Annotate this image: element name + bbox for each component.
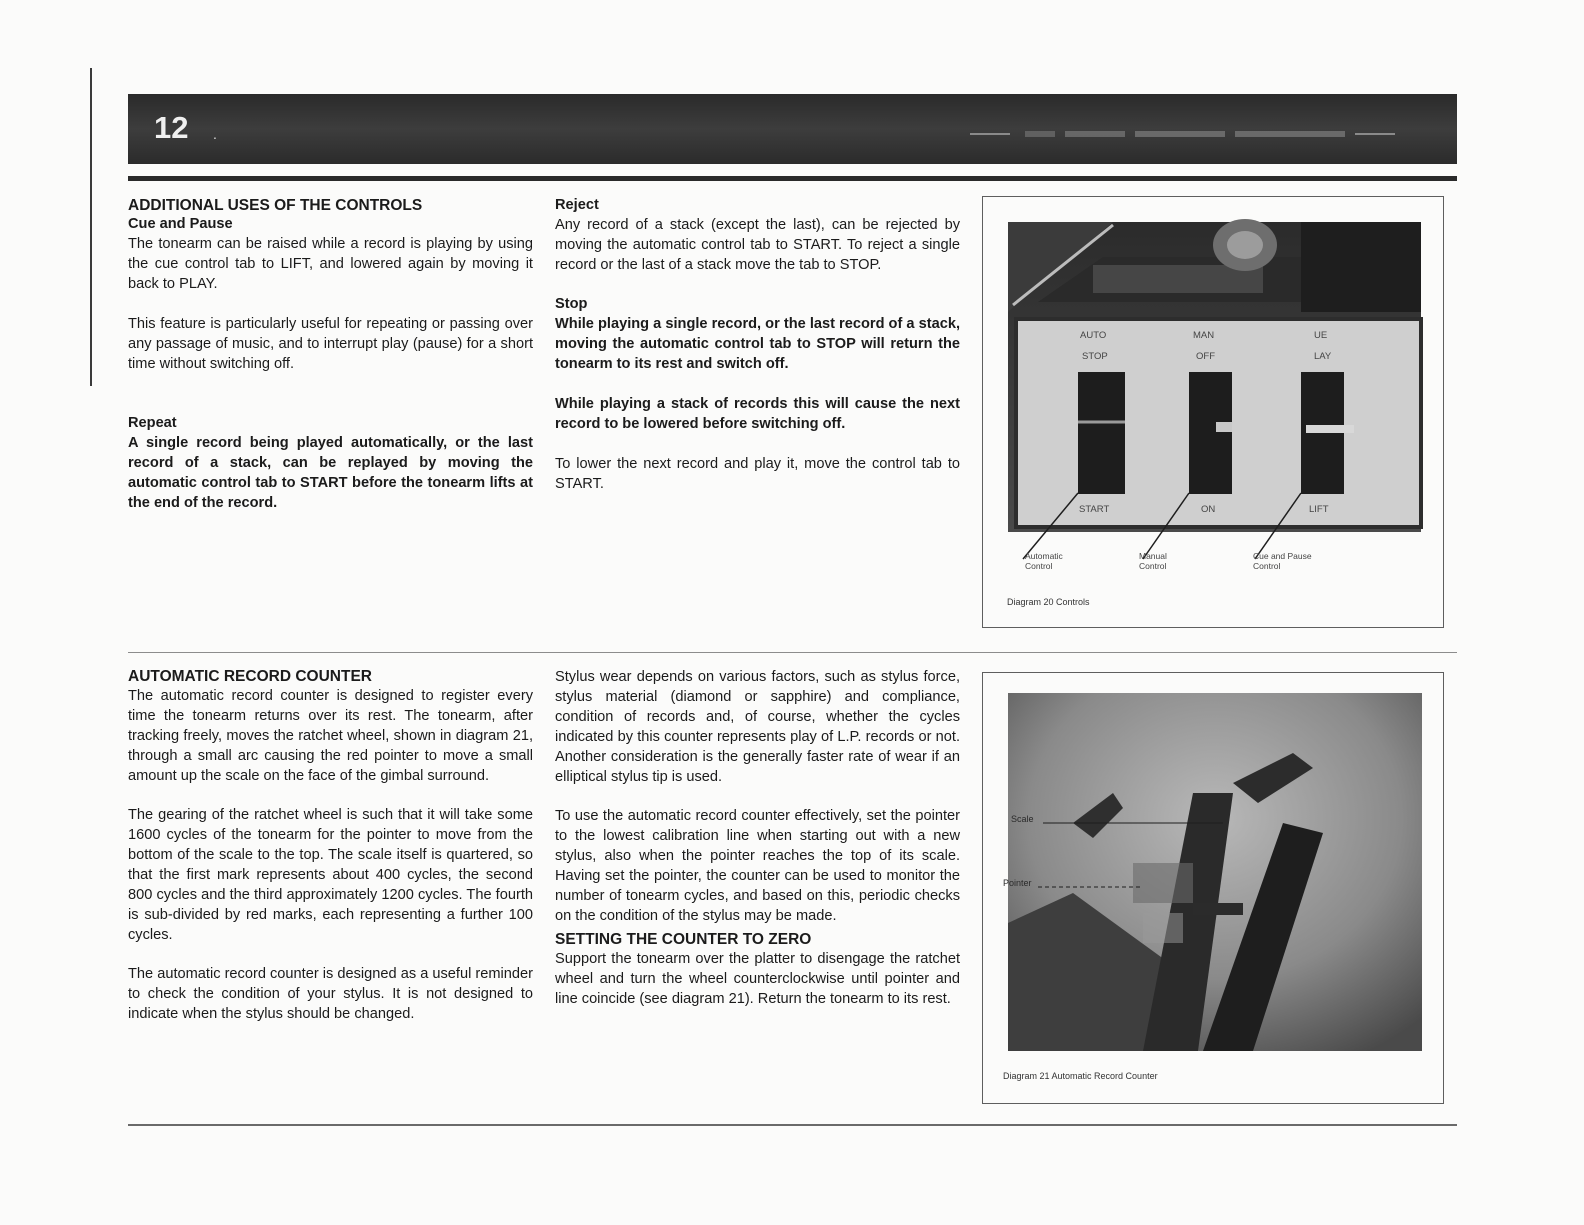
- switch-label-off: OFF: [1196, 351, 1215, 362]
- switch-label-auto: AUTO: [1080, 330, 1107, 341]
- callout-cue-line1: Cue and Pause: [1253, 551, 1312, 561]
- margin-line: [90, 68, 92, 386]
- counter-usage-paragraph: To use the automatic record counter effectively, set the pointer to the lowest calibration line when starting out with a new stylus, also when the pointer reaches the top of its scale. Having set the pointer, the counter can be used to monitor the number of tonearm cycles, and based on this, periodic checks on the condition of the stylus may be made.: [555, 808, 960, 924]
- record-counter-paragraph-1: The automatic record counter is designed to register every time the tonearm returns over its rest. The tonearm, after tracking freely, moves the ratchet wheel, shown in diagram 21, through a small arc causing the red pointer to move a small amount up the scale on the face of the gimbal surround.: [128, 688, 533, 784]
- repeat-paragraph: A single record being played automatically, or the last record of a stack, can be replayed by moving the automatic control tab to START before the tonearm lifts at the end of the record.: [128, 435, 533, 511]
- header-running-title: [970, 128, 1400, 143]
- stop-paragraph-1: While playing a single record, or the last record of a stack, moving the automatic control tab to STOP will return the tonearm to its rest and switch off.: [555, 316, 960, 372]
- callout-automatic-control: [1025, 551, 1063, 571]
- additional-uses-heading: ADDITIONAL USES OF THE CONTROLS: [128, 197, 423, 214]
- diagram-21-frame: [982, 672, 1444, 1104]
- callout-automatic-line2: Control: [1025, 561, 1053, 571]
- callout-manual-line1: Manual: [1139, 551, 1167, 561]
- switch-label-man: MAN: [1193, 330, 1215, 341]
- counter-zero-paragraph: Support the tonearm over the platter to disengage the ratchet wheel and turn the wheel counterclockwise until pointer and line coincide (see diagram 21). Return the tonearm to its rest.: [555, 951, 960, 1007]
- stop-heading: Stop: [555, 296, 588, 312]
- repeat-heading: Repeat: [128, 415, 177, 431]
- cue-pause-paragraph-2: This feature is particularly useful for repeating or passing over any passage of music, and to interrupt play (pause) for a short time without switching off.: [128, 316, 533, 372]
- switch-label-on: ON: [1201, 504, 1216, 515]
- switch-label-play: LAY: [1314, 351, 1332, 362]
- diagram-21-caption: Diagram 21 Automatic Record Counter: [1003, 1071, 1158, 1081]
- record-counter-paragraph-3: The automatic record counter is designed as a useful reminder to check the condition of your stylus. It is not designed to indicate when the stylus should be changed.: [128, 966, 533, 1022]
- switch-label-start: START: [1079, 504, 1110, 515]
- callout-manual-control: [1139, 551, 1167, 571]
- diagram-21-label-pointer: Pointer: [1003, 878, 1032, 888]
- header-rule: [128, 176, 1457, 181]
- diagram-20-frame: [982, 196, 1444, 628]
- diagram-21-label-scale: Scale: [1011, 814, 1034, 824]
- diagram-21-photo: [983, 673, 1443, 1103]
- switch-label-stop: STOP: [1082, 351, 1108, 362]
- switch-label-lift: LIFT: [1309, 504, 1329, 515]
- counter-zero-heading: SETTING THE COUNTER TO ZERO: [555, 931, 812, 948]
- cue-pause-paragraph-1: The tonearm can be raised while a record is playing by using the cue control tab to LIFT, and lowered again by moving it back to PLAY.: [128, 236, 533, 292]
- reject-stop-section: [555, 196, 960, 514]
- cue-pause-heading: Cue and Pause: [128, 216, 233, 232]
- stylus-wear-section: [555, 667, 960, 1029]
- footer-rule: [128, 1124, 1457, 1126]
- record-counter-section: [128, 667, 533, 1043]
- stylus-wear-paragraph: Stylus wear depends on various factors, such as stylus force, stylus material (diamond or sapphire) and compliance, condition of records and, of course, whether the cycles indicated by this counter represents play of L.P. records or not. Another consideration is the generally faster rate of wear if an elliptical stylus tip is used.: [555, 669, 960, 785]
- callout-cue-pause-control: [1253, 551, 1312, 571]
- record-counter-paragraph-2: The gearing of the ratchet wheel is such that it will take some 1600 cycles of the tonearm for the pointer to move from the bottom of the scale to the top. The scale itself is quartered, so that the first mark represents about 400 cycles, the second 800 cycles and the third approximately 1200 cycles. The fourth is sub-divided by red marks, each representing a further 100 cycles.: [128, 807, 533, 943]
- record-counter-heading: AUTOMATIC RECORD COUNTER: [128, 668, 372, 685]
- section-separator: [128, 652, 1457, 653]
- stop-paragraph-2: While playing a stack of records this will cause the next record to be lowered before switching off.: [555, 396, 960, 432]
- header-title-texture: [970, 128, 1400, 140]
- switch-label-cue: UE: [1314, 330, 1328, 341]
- header-mark: .: [213, 126, 217, 142]
- reject-heading: Reject: [555, 197, 599, 213]
- callout-manual-line2: Control: [1139, 561, 1167, 571]
- callout-cue-line2: Control: [1253, 561, 1281, 571]
- reject-paragraph: Any record of a stack (except the last), can be rejected by moving the automatic control tab to START. To reject a single record or the last of a stack move the tab to STOP.: [555, 217, 960, 273]
- page-number: 12: [154, 110, 189, 145]
- stop-paragraph-3: To lower the next record and play it, move the control tab to START.: [555, 456, 960, 492]
- diagram-20-caption: Diagram 20 Controls: [1007, 597, 1090, 607]
- callout-automatic-line1: Automatic: [1025, 551, 1063, 561]
- additional-uses-section: [128, 196, 533, 533]
